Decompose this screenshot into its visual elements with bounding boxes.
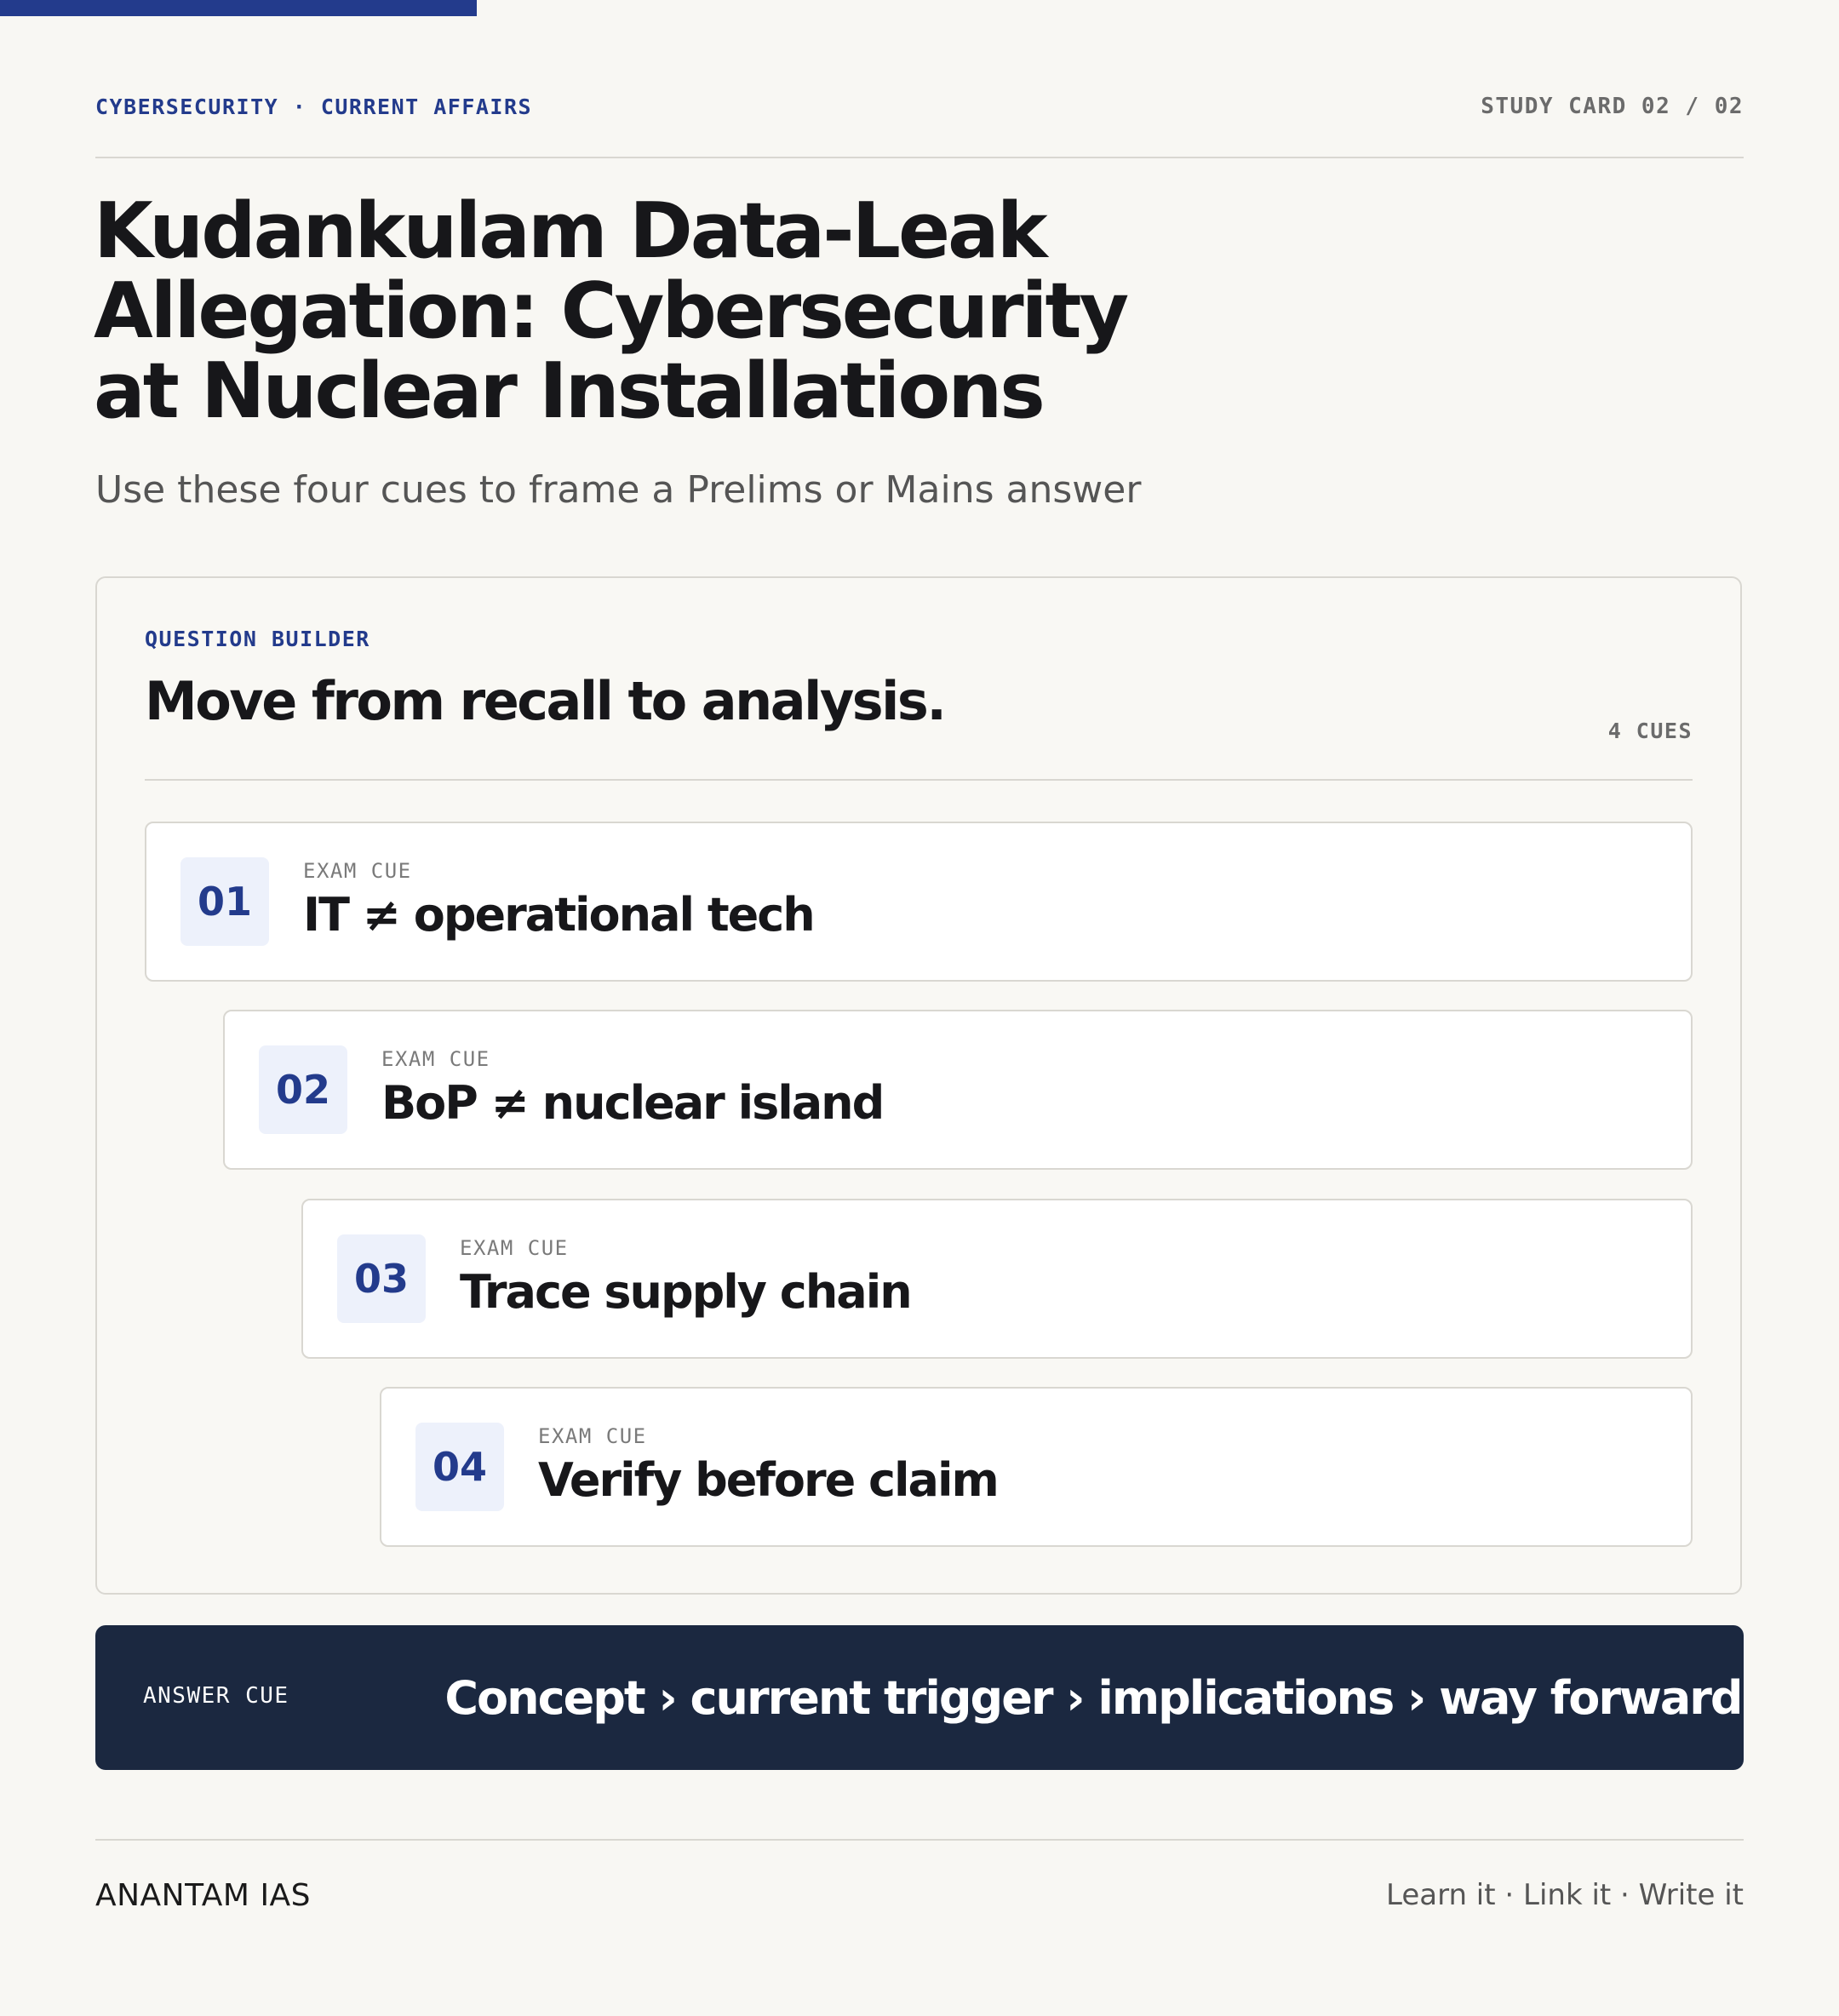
category-kicker: CYBERSECURITY · CURRENT AFFAIRS	[95, 94, 533, 119]
title-line-1: Kudankulam Data-Leak	[94, 186, 1046, 276]
cue-number-badge: 04	[415, 1423, 504, 1511]
card-header	[95, 94, 1744, 119]
cue-number-badge: 02	[259, 1045, 347, 1134]
footer-tagline: Learn it · Link it · Write it	[1385, 1878, 1744, 1912]
cue-label: EXAM CUE	[381, 1047, 490, 1071]
cue-card-3	[301, 1199, 1693, 1359]
question-builder-label: QUESTION BUILDER	[145, 627, 370, 651]
cue-label: EXAM CUE	[538, 1424, 647, 1448]
cue-text: Verify before claim	[538, 1453, 998, 1507]
question-builder-heading: Move from recall to analysis.	[145, 670, 945, 732]
cue-number-badge: 03	[337, 1234, 426, 1323]
cue-card-2	[223, 1010, 1693, 1170]
cue-card-1	[145, 822, 1693, 982]
answer-cue-banner	[95, 1625, 1744, 1770]
card-number: STUDY CARD 02 / 02	[1481, 94, 1744, 119]
cue-number-badge: 01	[180, 857, 269, 946]
header-divider	[95, 157, 1744, 158]
cue-count: 4 CUES	[1607, 719, 1693, 743]
cue-text: Trace supply chain	[460, 1265, 911, 1319]
panel-divider	[145, 779, 1693, 781]
cue-label: EXAM CUE	[460, 1236, 569, 1260]
title-line-2: Allegation: Cybersecurity	[94, 266, 1127, 356]
page-title	[94, 186, 1200, 436]
accent-bar	[0, 0, 477, 16]
title-line-3: at Nuclear Installations	[94, 346, 1043, 436]
answer-cue-label: ANSWER CUE	[143, 1683, 289, 1709]
cue-label: EXAM CUE	[303, 859, 412, 883]
cue-text: IT ≠ operational tech	[303, 888, 814, 942]
cue-card-4	[380, 1387, 1693, 1547]
subtitle: Use these four cues to frame a Prelims or Mains answer	[95, 468, 1142, 512]
cue-text: BoP ≠ nuclear island	[381, 1076, 884, 1130]
question-builder-panel	[95, 576, 1742, 1595]
footer-divider	[95, 1839, 1744, 1841]
brand-name: ANANTAM IAS	[95, 1878, 312, 1913]
answer-cue-text: Concept › current trigger › implications › way forward	[444, 1670, 1742, 1725]
